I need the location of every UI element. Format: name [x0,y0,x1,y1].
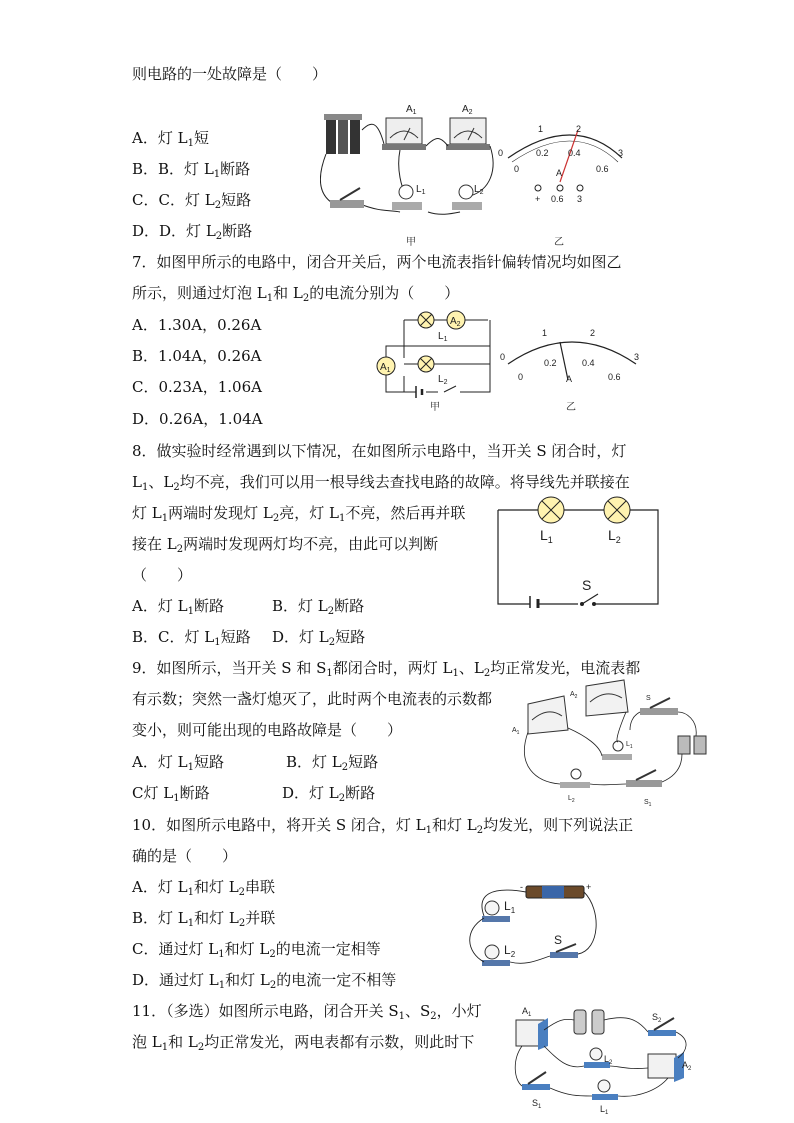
q10-option-c: C．通过灯 $L_1$和灯 $L_2$的电流一定相等 [132,940,381,960]
q7-tick-top-2: 2 [590,328,596,338]
q6-terminal-plus: + [535,194,541,204]
q10-option-b: B．灯 $L_1$和灯 $L_2$并联 [132,909,276,929]
q9-option-d: D．灯 $L_2$断路 [282,784,376,804]
q6-tick-bot-1: 0.2 [536,148,549,158]
q11-label-s2: $S_2$ [652,1012,662,1024]
q6-label-a1: $A_1$ [406,104,417,116]
q10-label-plus: + [586,882,592,892]
q6-tick-bot-2: 0.4 [568,148,581,158]
switch-s1-icon [522,1072,550,1090]
q9-label-s: S [646,695,651,702]
q9-line-1: 9．如图所示，当开关 S 和 $S_1$都闭合时，两灯 $L_1$、$L_2$均正常发光，电流表都 [132,659,641,679]
q7-option-d: D．0.26A，1.04A [132,410,263,428]
q10-label-l1: $L_1$ [504,899,516,915]
ammeter-a1-icon [382,118,426,150]
q8-line-5: （ ） [132,566,193,584]
q7-tick-bot-1: 0.2 [544,358,557,368]
meter-dial-icon [508,342,636,364]
q10-line-2: 确的是（ ） [132,847,238,865]
q10-label-l2: $L_2$ [504,943,516,959]
q7-tick-top-1: 1 [542,328,548,338]
q8-label-l2: $L_2$ [608,527,621,545]
q11-label-s1: $S_1$ [532,1098,542,1110]
ammeter-a1-icon [528,696,568,734]
q7-caption-left: 甲 [430,402,440,413]
q6-label-a2: $A_2$ [462,104,473,116]
bulb-l1-icon [592,1080,618,1100]
q10-label-switch: S [554,933,563,947]
q8-line-4: 接在 $L_2$两端时发现两灯均不亮，由此可以判断 [132,535,439,555]
q7-label-a2: $A_2$ [450,316,461,328]
q11-circuit-figure [508,1000,708,1120]
meter-dial-icon [508,130,622,182]
q11-label-a2: $A_2$ [682,1060,692,1072]
battery-pack-icon [574,1010,604,1034]
q9-option-c: C灯 $L_1$断路 [132,784,210,804]
q10-label-minus: - [520,882,523,892]
q11-line-1: 11．（多选）如图所示电路，闭合开关 $S_1$、$S_2$，小灯 [132,1002,482,1022]
q7-tick-bot-0: 0 [518,372,524,382]
q6-terminal-3: 3 [577,194,583,204]
q8-label-switch: S [582,577,592,593]
q6-circuit-figure [320,100,640,248]
q9-line-2: 有示数；突然一盏灯熄灭了，此时两个电流表的示数都 [132,690,493,708]
q8-option-d: D．灯 $L_2$短路 [272,628,366,648]
q6-label-l2: $L_2$ [474,184,484,196]
q9-option-a: A．灯 $L_1$短路 [132,753,224,773]
battery-pack-icon [678,736,706,754]
q6-stem-tail: 则电路的一处故障是（ ） [132,65,328,83]
q6-label-l1: $L_1$ [416,184,426,196]
ammeter-a1-icon [516,1018,548,1050]
ammeter-a2-icon [446,118,490,150]
q8-circuit-figure [494,496,662,608]
q8-line-2: $L_1$、$L_2$均不亮，我们可以用一根导线去查找电路的故障。将导线先并联接在 [132,473,630,493]
q6-tick-bot-0: 0 [514,164,520,174]
q7-label-a1: $A_1$ [380,362,391,374]
q7-label-l2: $L_2$ [438,374,448,386]
q8-option-a: A．灯 $L_1$断路 [132,597,224,617]
q11-label-l2: $L_2$ [604,1054,613,1066]
q7-tick-top-3: 3 [634,352,640,362]
q6-tick-top-2: 2 [576,124,582,134]
q9-label-l1: $L_1$ [626,741,633,750]
battery-pack-icon [324,114,362,154]
q7-caption-right: 乙 [566,402,576,413]
q7-tick-top-0: 0 [500,352,506,362]
q6-terminal-06: 0.6 [551,194,564,204]
q8-line-1: 8．做实验时经常遇到以下情况，在如图所示电路中，当开关 S 闭合时，灯 [132,442,627,460]
ammeter-a2-icon [648,1052,684,1082]
q6-tick-bot-3: 0.6 [596,164,609,174]
q11-label-l1: $L_1$ [600,1104,609,1116]
switch-icon [330,188,364,208]
q8-option-b: B．灯 $L_2$断路 [272,597,365,617]
q6-option-a: A．灯 $L_1$短 [132,129,209,149]
bulb-l2-icon [560,769,590,788]
q10-line-1: 10．如图所示电路中，将开关 S 闭合，灯 $L_1$和灯 $L_2$均发光，则下列说法正 [132,816,634,836]
q7-option-b: B．1.04A，0.26A [132,347,262,365]
q6-meter-unit: A [556,168,563,178]
q9-label-a2: $A_2$ [570,691,578,700]
q9-label-s1: $S_1$ [644,799,652,808]
switch-icon [582,594,598,604]
q7-line-1: 7．如图甲所示的电路中，闭合开关后，两个电流表指针偏转情况均如图乙 [132,253,622,271]
q6-caption-left: 甲 [406,237,416,248]
q7-option-a: A．1.30A，0.26A [132,316,262,334]
q6-tick-top-3: 3 [618,148,624,158]
battery-icon [526,886,584,898]
q7-meter-unit: A [566,374,573,384]
switch-s1-icon [626,770,662,787]
q11-line-2: 泡 $L_1$和 $L_2$均正常发光，两电表都有示数，则此时下 [132,1033,475,1053]
q7-option-c: C．0.23A，1.06A [132,378,262,396]
q6-option-b: B．B．灯 $L_1$断路 [132,160,251,180]
q9-label-a1: $A_1$ [512,727,520,736]
q8-label-l1: $L_1$ [540,527,553,545]
q6-tick-top-1: 1 [538,124,544,134]
q9-label-l2: $L_2$ [568,795,575,804]
q6-tick-top-0: 0 [498,148,504,158]
q11-label-a1: $A_1$ [522,1006,532,1018]
q9-line-3: 变小，则可能出现的电路故障是（ ） [132,721,403,739]
q10-option-d: D．通过灯 $L_1$和灯 $L_2$的电流一定不相等 [132,971,397,991]
q7-tick-bot-2: 0.4 [582,358,595,368]
q9-option-b: B．灯 $L_2$短路 [286,753,379,773]
q8-option-c: B．C．灯 $L_1$短路 [132,628,251,648]
q7-circuit-figure [368,306,648,418]
q7-line-2: 所示，则通过灯泡 $L_1$和 $L_2$的电流分别为（ ） [132,284,460,304]
q6-caption-right: 乙 [554,237,564,248]
q9-circuit-figure [506,676,718,808]
q7-label-l1: $L_1$ [438,331,448,343]
q10-option-a: A．灯 $L_1$和灯 $L_2$串联 [132,878,276,898]
q10-circuit-figure [462,880,608,972]
q7-tick-bot-3: 0.6 [608,372,621,382]
q8-line-3: 灯 $L_1$两端时发现灯 $L_2$亮，灯 $L_1$不亮，然后再并联 [132,504,466,524]
q6-option-c: C．C．灯 $L_2$短路 [132,191,252,211]
q6-option-d: D．D．灯 $L_2$断路 [132,222,253,242]
ammeter-a2-icon [586,680,628,716]
